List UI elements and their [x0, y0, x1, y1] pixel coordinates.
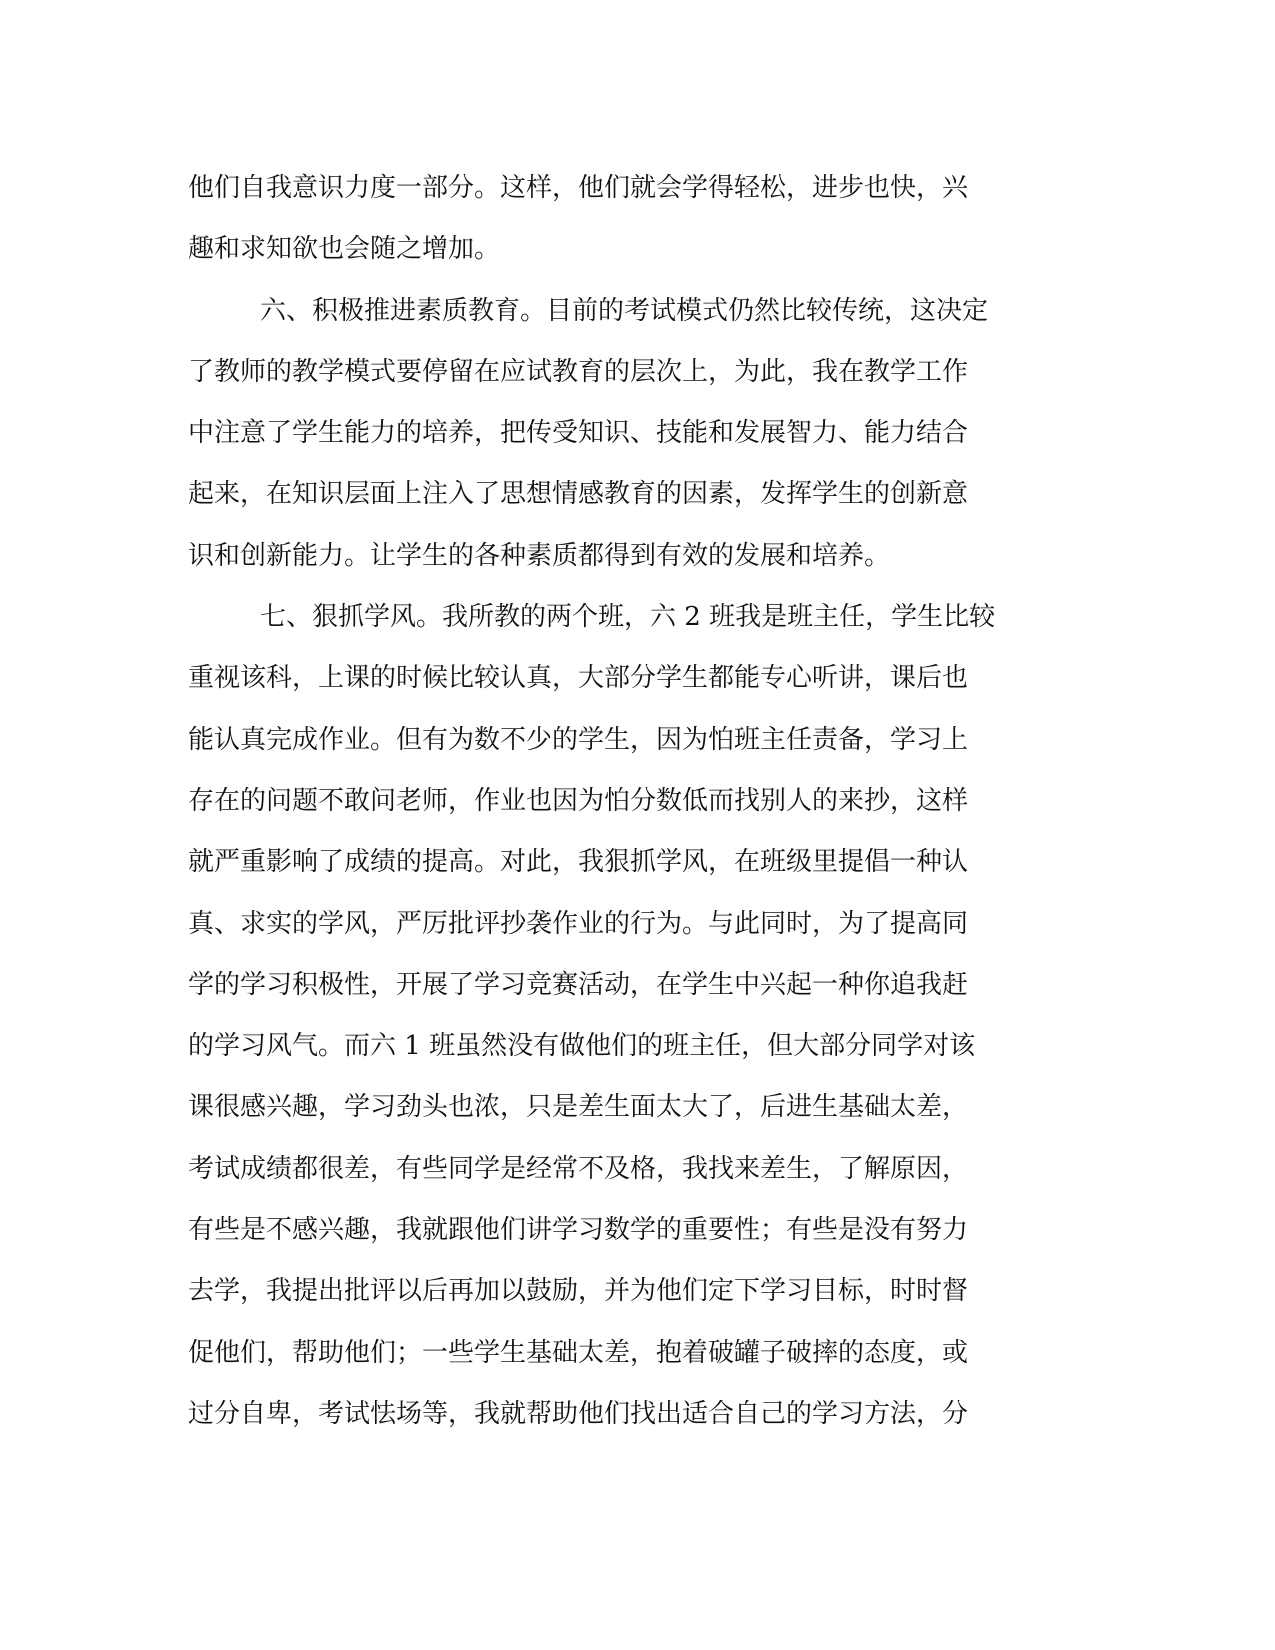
text-line: 他们自我意识力度一部分。这样，他们就会学得轻松，进步也快，兴 [188, 173, 969, 203]
text-line: 起来，在知识层面上注入了思想情感教育的因素，发挥学生的创新意 [188, 479, 969, 510]
text-line: 促他们，帮助他们；一些学生基础太差，抱着破罐子破摔的态度，或 [188, 1337, 969, 1368]
text-line: 趣和求知欲也会随之增加。 [188, 234, 501, 265]
text-line: 六、积极推进素质教育。目前的考试模式仍然比较传统，这决定 [260, 295, 989, 326]
body-text [188, 158, 1088, 1445]
text-line: 有些是不感兴趣，我就跟他们讲学习数学的重要性；有些是没有努力 [188, 1215, 969, 1246]
text-line: 中注意了学生能力的培养，把传受知识、技能和发展智力、能力结合 [188, 418, 969, 449]
text-line: 重视该科，上课的时候比较认真，大部分学生都能专心听讲，课后也 [188, 663, 969, 694]
text-line: 真、求实的学风，严厉批评抄袭作业的行为。与此同时，为了提高同 [188, 908, 969, 939]
text-line: 学的学习积极性，开展了学习竞赛活动，在学生中兴起一种你追我赶 [188, 969, 969, 1000]
text-line: 识和创新能力。让学生的各种素质都得到有效的发展和培养。 [188, 540, 891, 571]
text-line: 考试成绩都很差，有些同学是经常不及格，我找来差生，了解原因， [188, 1153, 969, 1184]
text-line: 就严重影响了成绩的提高。对此，我狠抓学风，在班级里提倡一种认 [188, 847, 969, 878]
text-line: 能认真完成作业。但有为数不少的学生，因为怕班主任责备，学习上 [188, 724, 969, 755]
text-line: 了教师的教学模式要停留在应试教育的层次上，为此，我在教学工作 [188, 356, 969, 387]
text-line: 去学，我提出批评以后再加以鼓励，并为他们定下学习目标，时时督 [188, 1276, 969, 1307]
text-line: 过分自卑，考试怯场等，我就帮助他们找出适合自己的学习方法，分 [188, 1398, 969, 1429]
text-line: 存在的问题不敢问老师，作业也因为怕分数低而找别人的来抄，这样 [188, 785, 969, 816]
text-line: 的学习风气。而六 1 班虽然没有做他们的班主任，但大部分同学对该 [188, 1031, 976, 1062]
text-line: 课很感兴趣，学习劲头也浓，只是差生面太大了，后进生基础太差， [188, 1092, 969, 1123]
text-line: 七、狠抓学风。我所教的两个班，六 2 班我是班主任，学生比较 [260, 602, 996, 633]
